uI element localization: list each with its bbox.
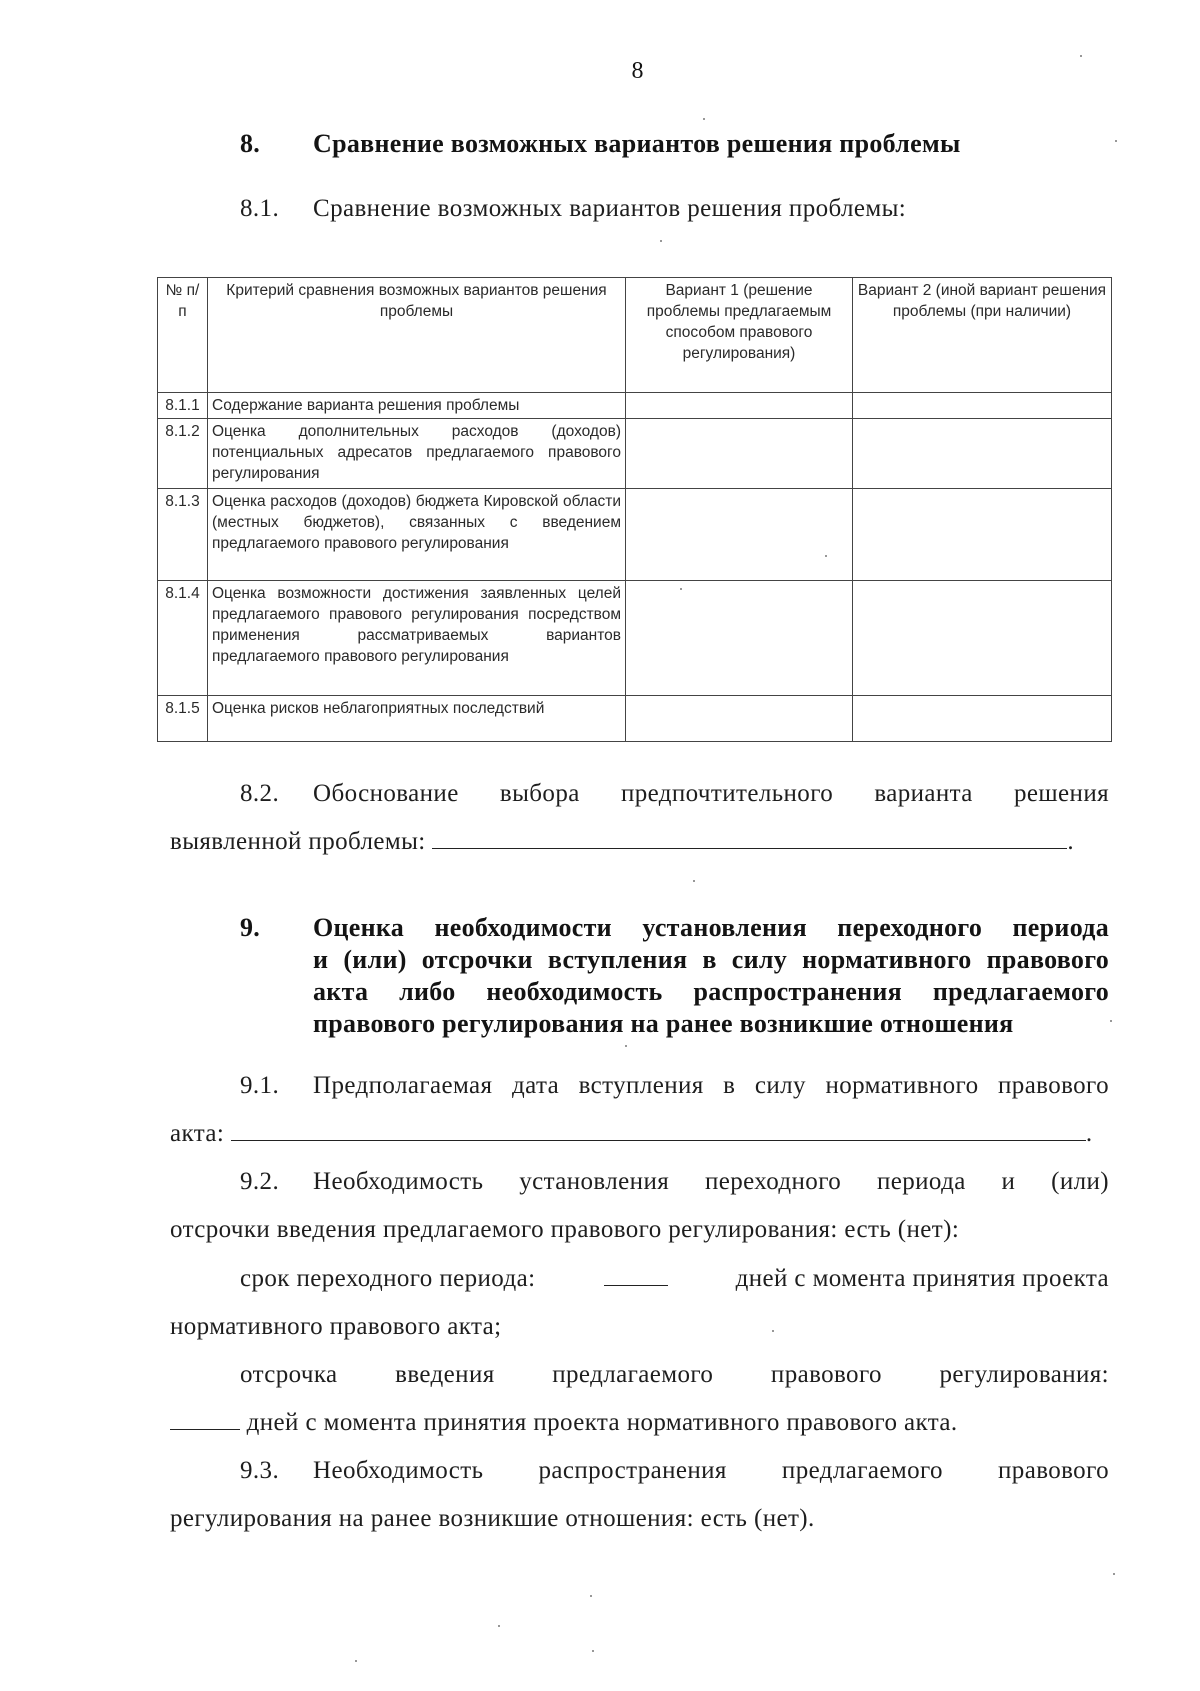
table-row xyxy=(158,393,1112,419)
item-9-2-number: 9.2. xyxy=(240,1168,280,1195)
delay-days-input[interactable] xyxy=(170,1407,240,1430)
item-8-2-number: 8.2. xyxy=(240,780,280,807)
scan-speck xyxy=(1115,140,1117,142)
row-num: 8.1.5 xyxy=(158,696,208,742)
table-row xyxy=(158,489,1112,581)
item-8-2-fill-line[interactable] xyxy=(432,826,1067,849)
scan-speck xyxy=(1110,1020,1112,1022)
row-variant-1-cell[interactable] xyxy=(626,696,853,742)
item-8-2-end: . xyxy=(1067,828,1074,855)
row-criterion: Содержание варианта решения проблемы xyxy=(208,393,626,419)
section-8-title: Сравнение возможных вариантов решения проблемы xyxy=(313,129,961,158)
scan-speck xyxy=(680,588,682,590)
item-9-2-line2: отсрочки введения предлагаемого правового регулирования: есть (нет): xyxy=(170,1216,960,1243)
row-criterion: Оценка дополнительных расходов (доходов) потенциальных адресатов предлагаемого правового регулирования xyxy=(208,419,626,489)
item-8-1-text: Сравнение возможных вариантов решения проблемы: xyxy=(313,195,907,222)
scan-speck xyxy=(703,118,705,120)
comparison-table xyxy=(157,277,1112,742)
section-9-title-line-1: Оценка необходимости установления переходного периода xyxy=(313,913,1109,942)
table-row xyxy=(158,696,1112,742)
page-number: 8 xyxy=(631,58,644,84)
transition-period-line xyxy=(240,1263,1109,1295)
row-variant-1-cell[interactable] xyxy=(626,581,853,696)
table-header-row xyxy=(158,278,1112,393)
scan-speck xyxy=(625,1045,627,1047)
row-num: 8.1.1 xyxy=(158,393,208,419)
table-row xyxy=(158,581,1112,696)
scan-speck xyxy=(592,1650,594,1652)
item-9-2-line1: Необходимость установления переходного периода и (или) xyxy=(313,1168,1109,1195)
row-variant-1-cell[interactable] xyxy=(626,393,853,419)
scan-speck xyxy=(498,1625,500,1627)
row-variant-2-cell[interactable] xyxy=(853,489,1112,581)
scan-speck xyxy=(772,1330,774,1332)
row-num: 8.1.4 xyxy=(158,581,208,696)
row-variant-2-cell[interactable] xyxy=(853,696,1112,742)
scan-speck xyxy=(825,555,827,557)
scan-speck xyxy=(355,1660,357,1662)
header-num: № п/п xyxy=(158,278,208,393)
section-9-title-line-4: правового регулирования на ранее возникшие отношения xyxy=(313,1009,1014,1038)
item-8-2-line1: Обоснование выбора предпочтительного варианта решения xyxy=(313,780,1109,807)
item-9-3-line1: Необходимость распространения предлагаемого правового xyxy=(313,1457,1109,1484)
item-8-2-label: выявленной проблемы: xyxy=(170,828,426,855)
row-variant-2-cell[interactable] xyxy=(853,581,1112,696)
section-9-title-line-3: акта либо необходимость распространения предлагаемого xyxy=(313,977,1109,1006)
item-8-2-line2 xyxy=(170,826,1120,858)
item-9-1-line2 xyxy=(170,1118,1120,1150)
delay-line2-text: дней с момента принятия проекта нормативного правового акта. xyxy=(246,1409,958,1436)
header-variant-2: Вариант 2 (иной вариант решения проблемы (при наличии) xyxy=(853,278,1112,393)
delay-line2 xyxy=(170,1407,1120,1439)
item-9-1-end: . xyxy=(1085,1120,1093,1147)
row-variant-2-cell[interactable] xyxy=(853,393,1112,419)
row-variant-2-cell[interactable] xyxy=(853,419,1112,489)
row-num: 8.1.2 xyxy=(158,419,208,489)
row-criterion: Оценка расходов (доходов) бюджета Кировской области (местных бюджетов), связанных с введением предлагаемого правового регулирования xyxy=(208,489,626,581)
scan-speck xyxy=(660,240,662,242)
row-variant-1-cell[interactable] xyxy=(626,489,853,581)
row-criterion: Оценка рисков неблагоприятных последствий xyxy=(208,696,626,742)
item-9-1-label: акта: xyxy=(170,1120,225,1147)
header-criterion: Критерий сравнения возможных вариантов решения проблемы xyxy=(208,278,626,393)
table-row xyxy=(158,419,1112,489)
delay-line1: отсрочка введения предлагаемого правового регулирования: xyxy=(240,1361,1109,1388)
item-9-1-line1: Предполагаемая дата вступления в силу нормативного правового xyxy=(313,1072,1109,1099)
scan-speck xyxy=(693,880,695,882)
row-num: 8.1.3 xyxy=(158,489,208,581)
transition-period-days-input[interactable] xyxy=(604,1263,668,1286)
item-8-1-number: 8.1. xyxy=(240,195,280,222)
transition-period-suffix: дней с момента принятия проекта xyxy=(735,1265,1109,1292)
item-9-3-number: 9.3. xyxy=(240,1457,280,1484)
section-9-number: 9. xyxy=(240,913,261,942)
scan-speck xyxy=(1080,55,1082,57)
scan-speck xyxy=(590,1595,592,1597)
row-criterion: Оценка возможности достижения заявленных целей предлагаемого правового регулирования посредством применения рассматриваемых вариантов предлагаемого правового регулирования xyxy=(208,581,626,696)
section-9-title-line-2: и (или) отсрочки вступления в силу нормативного правового xyxy=(313,945,1109,974)
item-9-3-line2: регулирования на ранее возникшие отношения: есть (нет). xyxy=(170,1505,815,1532)
item-9-1-fill-line[interactable] xyxy=(231,1118,1086,1141)
transition-period-label: срок переходного периода: xyxy=(240,1265,536,1292)
row-variant-1-cell[interactable] xyxy=(626,419,853,489)
item-9-1-number: 9.1. xyxy=(240,1072,280,1099)
transition-period-line2: нормативного правового акта; xyxy=(170,1313,502,1340)
section-8-number: 8. xyxy=(240,129,261,158)
header-variant-1: Вариант 1 (решение проблемы предлагаемым способом правового регулирования) xyxy=(626,278,853,393)
scan-speck xyxy=(1113,1573,1115,1575)
